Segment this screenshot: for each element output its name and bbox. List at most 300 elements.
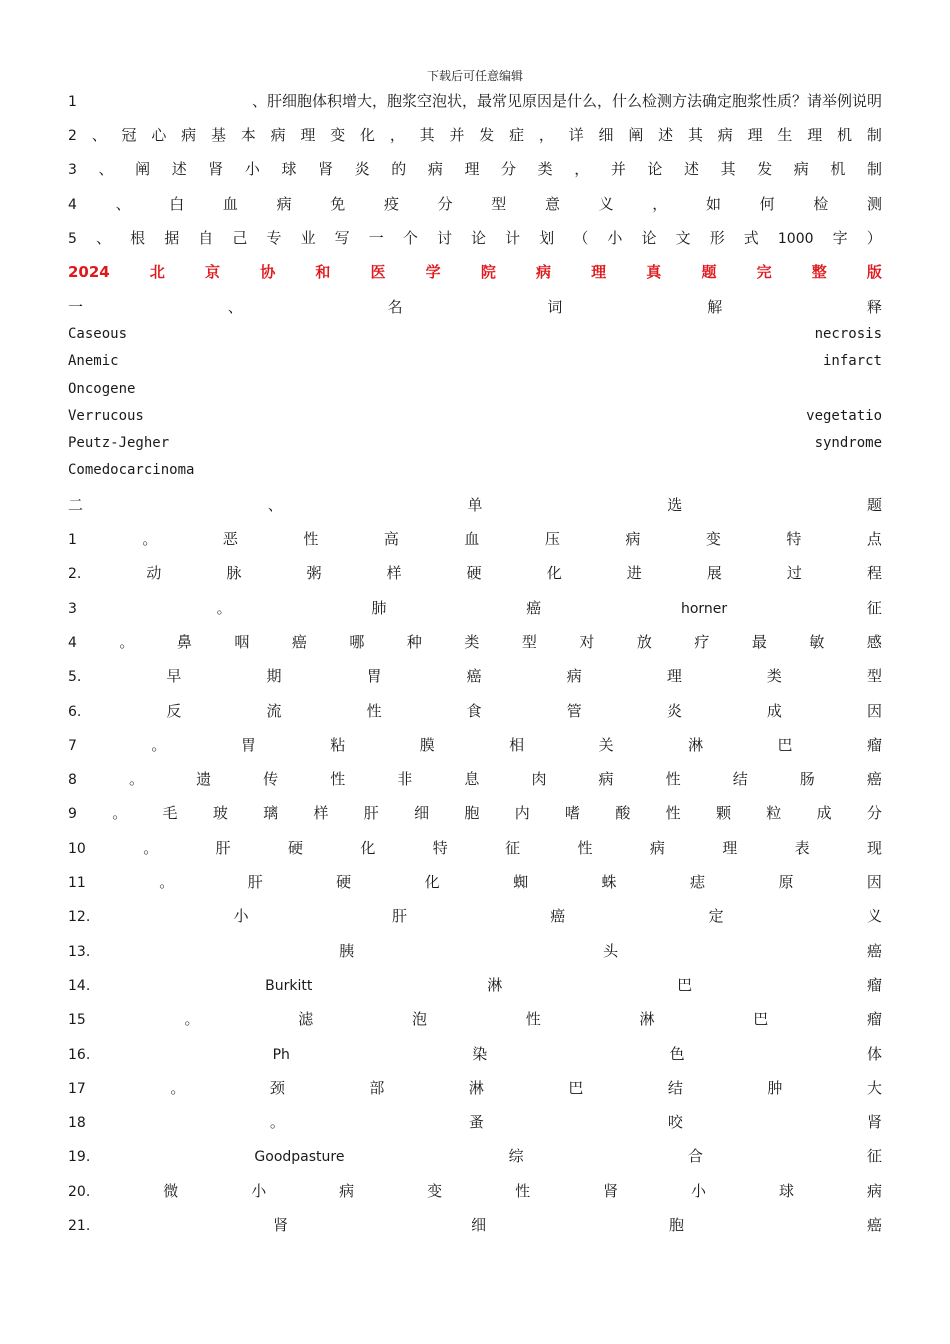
question-text: 类 [537, 160, 553, 178]
question-text: 论 [647, 160, 663, 178]
exam-title [68, 261, 882, 282]
question-text: 本 [240, 126, 256, 144]
mcq-text: 型 [521, 633, 537, 651]
title-edition: 版 [866, 263, 882, 281]
mcq-text: 对 [579, 633, 595, 651]
mcq-item [68, 940, 882, 961]
question-text: 发 [479, 126, 495, 144]
question-text: 计 [505, 229, 521, 247]
title-school: 和 [315, 263, 331, 281]
question-text: 论 [641, 229, 657, 247]
mcq-number: 2. [68, 566, 82, 582]
question-text: 白 [169, 195, 185, 213]
mcq-text: 巴 [568, 1079, 584, 1097]
mcq-text: 类 [766, 667, 782, 685]
mcq-dot: 。 [159, 873, 175, 891]
mcq-text: 肿 [767, 1079, 783, 1097]
mcq-text: 咽 [234, 633, 250, 651]
question-text: 分 [501, 160, 517, 178]
mcq-text: 细 [471, 1216, 487, 1234]
mcq-number: 13. [68, 944, 91, 960]
question-text: 其 [419, 126, 435, 144]
section-title: 解 [707, 298, 723, 316]
mcq-text: 成 [766, 702, 782, 720]
question-text: 化 [360, 126, 376, 144]
mcq-text: 展 [706, 564, 722, 582]
question-text: 基 [210, 126, 226, 144]
question-text: 变 [330, 126, 346, 144]
question-text: 其 [687, 126, 703, 144]
question-text: 据 [164, 229, 180, 247]
mcq-text: 病 [649, 839, 665, 857]
mcq-text: 蜘 [513, 873, 529, 891]
question-text: 病 [793, 160, 809, 178]
mcq-text: 癌 [550, 907, 566, 925]
section-heading [68, 494, 882, 515]
mcq-dot: 。 [216, 599, 232, 617]
section-heading [68, 296, 882, 317]
mcq-item [68, 562, 882, 583]
question-text: 1000 [777, 231, 814, 247]
question-text: 测 [866, 195, 882, 213]
question-text: 阐 [628, 126, 644, 144]
question-text: 检 [813, 195, 829, 213]
mcq-text: 肝 [391, 907, 407, 925]
mcq-item [68, 1180, 882, 1201]
question-text: 自 [198, 229, 214, 247]
mcq-text: 病 [625, 530, 641, 548]
question-text: 小 [607, 229, 623, 247]
mcq-number: 19. [68, 1149, 91, 1165]
mcq-text: Burkitt [265, 978, 313, 994]
question-text: 己 [232, 229, 248, 247]
mcq-text: 点 [866, 530, 882, 548]
mcq-text: 病 [339, 1182, 355, 1200]
question-text: 病 [181, 126, 197, 144]
mcq-item [68, 700, 882, 721]
mcq-dot: 。 [184, 1010, 200, 1028]
mcq-text: 成 [816, 804, 832, 822]
question-text: 一 [368, 229, 384, 247]
mcq-number: 14. [68, 978, 91, 994]
mcq-text: 酸 [615, 804, 631, 822]
term-row [68, 435, 882, 451]
mcq-text: 血 [464, 530, 480, 548]
mcq-text: 染 [472, 1045, 488, 1063]
mcq-text: 小 [691, 1182, 707, 1200]
mcq-text: 性 [577, 839, 593, 857]
mcq-text: 淋 [688, 736, 704, 754]
question-text: 业 [300, 229, 316, 247]
title-kind: 题 [701, 263, 717, 281]
mcq-text: 义 [866, 907, 882, 925]
mcq-text: 类 [464, 633, 480, 651]
mcq-text: 膜 [419, 736, 435, 754]
title-subject: 理 [591, 263, 607, 281]
question-number: 2 [68, 128, 77, 144]
question-text: 个 [402, 229, 418, 247]
mcq-text: 动 [146, 564, 162, 582]
question-text: 小 [244, 160, 260, 178]
question-text: ） [866, 229, 882, 247]
mcq-number: 18 [68, 1115, 86, 1131]
title-kind: 真 [646, 263, 662, 281]
mcq-text: 硬 [336, 873, 352, 891]
question-text: 机 [837, 126, 853, 144]
question-number: 5 [68, 231, 77, 247]
question-text: 制 [866, 126, 882, 144]
mcq-text: 癌 [291, 633, 307, 651]
mcq-text: 理 [666, 667, 682, 685]
mcq-text: 性 [330, 770, 346, 788]
mcq-text: 淋 [487, 976, 503, 994]
mcq-text: 肾 [273, 1216, 289, 1234]
mcq-text: 痣 [689, 873, 705, 891]
mcq-text: 高 [383, 530, 399, 548]
mcq-text: 程 [866, 564, 882, 582]
question-text: 炎 [354, 160, 370, 178]
mcq-number: 5. [68, 669, 82, 685]
mcq-dot: 。 [142, 530, 158, 548]
question-text: 何 [759, 195, 775, 213]
mcq-text: 球 [779, 1182, 795, 1200]
mcq-text: 硬 [466, 564, 482, 582]
mcq-text: 种 [406, 633, 422, 651]
mcq-item [68, 837, 882, 858]
mcq-text: 小 [233, 907, 249, 925]
term-row [68, 462, 882, 478]
mcq-text: 遗 [196, 770, 212, 788]
mcq-text: 肝 [363, 804, 379, 822]
mcq-text: 硬 [287, 839, 303, 857]
mcq-text: 变 [705, 530, 721, 548]
mcq-text: 传 [263, 770, 279, 788]
mcq-text: 胞 [464, 804, 480, 822]
mcq-item [68, 871, 882, 892]
mcq-text: 肺 [371, 599, 387, 617]
title-school: 北 [149, 263, 165, 281]
mcq-text: horner [680, 601, 728, 617]
question-text: 心 [151, 126, 167, 144]
question-text: 病 [276, 195, 292, 213]
mcq-text: 颗 [715, 804, 731, 822]
mcq-text: 合 [687, 1147, 703, 1165]
essay-question [68, 158, 882, 179]
question-text: 理 [464, 160, 480, 178]
term-word-left: Peutz-Jegher [68, 435, 170, 451]
mcq-text: 大 [866, 1079, 882, 1097]
mcq-text: 食 [466, 702, 482, 720]
question-text: ， [389, 126, 405, 144]
question-text: 免 [330, 195, 346, 213]
mcq-text: 癌 [866, 942, 882, 960]
mcq-text: 滤 [298, 1010, 314, 1028]
mcq-number: 3 [68, 601, 77, 617]
mcq-text: 结 [732, 770, 748, 788]
essay-question [68, 124, 882, 145]
mcq-text: 放 [636, 633, 652, 651]
term-word-left: Caseous [68, 326, 128, 342]
mcq-text: 流 [266, 702, 282, 720]
mcq-text: 淋 [639, 1010, 655, 1028]
question-text: 病 [717, 126, 733, 144]
mcq-text: 管 [566, 702, 582, 720]
question-text: 发 [757, 160, 773, 178]
mcq-dot: 。 [128, 770, 144, 788]
question-number: 1 [68, 94, 77, 110]
mcq-number: 10 [68, 841, 86, 857]
mcq-text: Goodpasture [254, 1149, 345, 1165]
mcq-text: 样 [386, 564, 402, 582]
mcq-text: 颈 [269, 1079, 285, 1097]
question-text: 阐 [135, 160, 151, 178]
mcq-text: 性 [366, 702, 382, 720]
term-word-left: Comedocarcinoma [68, 462, 195, 478]
mcq-text: 性 [525, 1010, 541, 1028]
question-text: 论 [471, 229, 487, 247]
mcq-text: 进 [626, 564, 642, 582]
mcq-number: 9 [68, 806, 77, 822]
question-text: 述 [684, 160, 700, 178]
mcq-text: 因 [866, 702, 882, 720]
question-text: 划 [539, 229, 555, 247]
mcq-text: 结 [667, 1079, 683, 1097]
mcq-text: 胰 [339, 942, 355, 960]
question-text: 肾 [208, 160, 224, 178]
section-separator: 、 [227, 298, 243, 316]
mcq-text: 淋 [468, 1079, 484, 1097]
question-text: 述 [171, 160, 187, 178]
question-number: 3 [68, 162, 77, 178]
mcq-number: 17 [68, 1081, 86, 1097]
mcq-text: 分 [866, 804, 882, 822]
title-edition: 整 [811, 263, 827, 281]
mcq-text: 瘤 [866, 976, 882, 994]
question-text: 生 [777, 126, 793, 144]
mcq-item [68, 974, 882, 995]
mcq-text: 样 [313, 804, 329, 822]
mcq-text: 胞 [669, 1216, 685, 1234]
mcq-text: 非 [397, 770, 413, 788]
question-text: 并 [610, 160, 626, 178]
mcq-item [68, 1008, 882, 1029]
mcq-text: 鼻 [176, 633, 192, 651]
term-word-right: syndrome [814, 435, 882, 451]
mcq-text: 肝 [247, 873, 263, 891]
question-text: 、 [115, 195, 131, 213]
term-row [68, 408, 882, 424]
mcq-text: 综 [508, 1147, 524, 1165]
question-text: 球 [281, 160, 297, 178]
section-title: 选 [667, 496, 683, 514]
term-word-right: infarct [822, 353, 882, 369]
mcq-item [68, 631, 882, 652]
question-text: 根 [130, 229, 146, 247]
mcq-text: 瘤 [866, 736, 882, 754]
question-text: ， [538, 126, 554, 144]
question-text: 述 [658, 126, 674, 144]
mcq-text: 蚤 [468, 1113, 484, 1131]
mcq-item [68, 768, 882, 789]
mcq-number: 15 [68, 1012, 86, 1028]
essay-question [68, 90, 882, 111]
mcq-text: 瘤 [866, 1010, 882, 1028]
mcq-text: 化 [360, 839, 376, 857]
question-number: 4 [68, 197, 77, 213]
mcq-number: 21. [68, 1218, 91, 1234]
mcq-text: 病 [566, 667, 582, 685]
question-text: 并 [449, 126, 465, 144]
title-subject: 病 [535, 263, 551, 281]
question-text: 机 [830, 160, 846, 178]
mcq-text: 化 [546, 564, 562, 582]
term-word-right: necrosis [814, 326, 882, 342]
term-word-right: vegetatio [806, 408, 882, 424]
term-row [68, 381, 882, 397]
title-school: 院 [480, 263, 496, 281]
question-text: 制 [866, 160, 882, 178]
question-text: 字 [832, 229, 848, 247]
mcq-text: 部 [369, 1079, 385, 1097]
mcq-number: 8 [68, 772, 77, 788]
question-text: 、肝细胞体积增大，胞浆空泡状，最常见原因是什么，什么检测方法确定胞浆性质？请举例说明 [251, 92, 882, 110]
mcq-text: 变 [427, 1182, 443, 1200]
title-school: 协 [260, 263, 276, 281]
mcq-text: 体 [866, 1045, 882, 1063]
mcq-text: 癌 [866, 1216, 882, 1234]
question-text: 如 [705, 195, 721, 213]
mcq-number: 4 [68, 635, 77, 651]
mcq-number: 1 [68, 532, 77, 548]
section-title: 题 [866, 496, 882, 514]
mcq-item [68, 802, 882, 823]
mcq-text: 蛛 [601, 873, 617, 891]
question-text: 、 [98, 160, 114, 178]
mcq-text: 毛 [162, 804, 178, 822]
section-title: 词 [547, 298, 563, 316]
mcq-text: 癌 [526, 599, 542, 617]
mcq-item [68, 665, 882, 686]
section-separator: 、 [267, 496, 283, 514]
title-school: 医 [370, 263, 386, 281]
mcq-text: 性 [303, 530, 319, 548]
question-text: 的 [391, 160, 407, 178]
mcq-text: 性 [665, 770, 681, 788]
question-text: （ [573, 229, 589, 247]
section-number: 一 [68, 298, 84, 316]
mcq-dot: 。 [170, 1079, 186, 1097]
mcq-text: 化 [424, 873, 440, 891]
mcq-text: 肾 [866, 1113, 882, 1131]
section-title: 释 [866, 298, 882, 316]
question-text: 形 [709, 229, 725, 247]
mcq-text: 头 [603, 942, 619, 960]
mcq-text: 肾 [603, 1182, 619, 1200]
mcq-text: 肉 [531, 770, 547, 788]
mcq-text: 早 [166, 667, 182, 685]
question-text: 型 [491, 195, 507, 213]
mcq-text: 癌 [466, 667, 482, 685]
mcq-item [68, 734, 882, 755]
question-text: 其 [720, 160, 736, 178]
mcq-text: Ph [272, 1047, 290, 1063]
term-word-left: Oncogene [68, 381, 136, 397]
page-header: 下载后可任意编辑 [426, 69, 523, 83]
question-text: 式 [743, 229, 759, 247]
question-text: 肾 [318, 160, 334, 178]
question-text: 症 [509, 126, 525, 144]
mcq-text: 感 [866, 633, 882, 651]
mcq-number: 6. [68, 704, 82, 720]
mcq-number: 20. [68, 1184, 91, 1200]
mcq-text: 反 [166, 702, 182, 720]
term-word-left: Verrucous [68, 408, 144, 424]
question-text: 意 [544, 195, 560, 213]
mcq-number: 7 [68, 738, 77, 754]
mcq-text: 原 [778, 873, 794, 891]
question-text: 血 [222, 195, 238, 213]
mcq-text: 病 [866, 1182, 882, 1200]
question-text: 、 [91, 126, 107, 144]
mcq-text: 粒 [766, 804, 782, 822]
mcq-item [68, 597, 882, 618]
mcq-number: 11 [68, 875, 86, 891]
mcq-text: 表 [794, 839, 810, 857]
mcq-item [68, 1214, 882, 1235]
question-text: 、 [96, 229, 112, 247]
title-school: 京 [205, 263, 221, 281]
question-text: 文 [675, 229, 691, 247]
mcq-text: 玻 [212, 804, 228, 822]
question-text: 疫 [383, 195, 399, 213]
mcq-text: 征 [866, 599, 882, 617]
question-text: 理 [747, 126, 763, 144]
mcq-text: 关 [598, 736, 614, 754]
mcq-text: 肠 [799, 770, 815, 788]
question-text: 分 [437, 195, 453, 213]
mcq-item [68, 1111, 882, 1132]
mcq-number: 16. [68, 1047, 91, 1063]
question-text: 冠 [121, 126, 137, 144]
mcq-item [68, 1077, 882, 1098]
mcq-text: 微 [163, 1182, 179, 1200]
mcq-text: 压 [544, 530, 560, 548]
mcq-text: 巴 [677, 976, 693, 994]
question-text: 病 [427, 160, 443, 178]
title-edition: 完 [756, 263, 772, 281]
mcq-text: 相 [509, 736, 525, 754]
mcq-text: 过 [786, 564, 802, 582]
mcq-dot: 。 [269, 1113, 285, 1131]
section-number: 二 [68, 496, 84, 514]
mcq-text: 泡 [412, 1010, 428, 1028]
mcq-text: 定 [708, 907, 724, 925]
mcq-text: 最 [751, 633, 767, 651]
mcq-text: 征 [505, 839, 521, 857]
mcq-text: 肝 [215, 839, 231, 857]
title-school: 学 [425, 263, 441, 281]
mcq-text: 小 [251, 1182, 267, 1200]
mcq-text: 哪 [349, 633, 365, 651]
section-title: 单 [467, 496, 483, 514]
mcq-item [68, 528, 882, 549]
mcq-text: 粥 [306, 564, 322, 582]
mcq-text: 炎 [666, 702, 682, 720]
essay-question [68, 227, 882, 248]
mcq-text: 息 [464, 770, 480, 788]
mcq-text: 胃 [366, 667, 382, 685]
mcq-text: 病 [598, 770, 614, 788]
